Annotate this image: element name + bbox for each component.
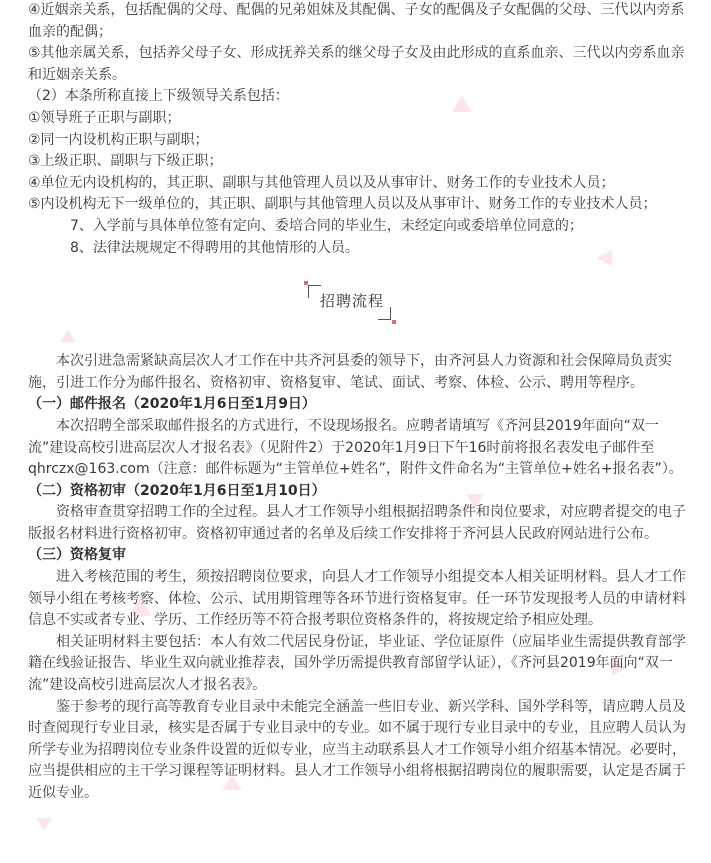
text-line: ②同一内设机构正职与副职； (28, 131, 209, 148)
text-line: 7、入学前与具体单位签有定向、委培合同的毕业生，未经定向或委培单位同意的； (70, 217, 583, 234)
title-decor-dot (392, 320, 396, 324)
text-line: ⑤其他亲属关系，包括养父母子女、形成抚养关系的继父母子女及由此形成的直系血亲、三代以内旁系血亲和近姻亲关系。 (28, 45, 685, 83)
text-line: 8、法律法规规定不得聘用的其他情形的人员。 (70, 239, 359, 256)
step1-heading: （一）邮件报名（2020年1月6日至1月9日） (28, 396, 316, 413)
article-body (28, 0, 688, 805)
section-title-block (28, 277, 688, 337)
step3-para3: 鉴于参考的现行高等教育专业目录中未能完全涵盖一些旧专业、新兴学科、国外学科等，请应聘人员及时查阅现行专业目录，核实是否属于专业目录中的专业。如不属于现行专业目录中的专业，且应聘人员认为所学专业为招聘岗位专业条件设置的近似专业，应当主动联系县人才工作领导小组介绍基本情况。必要时，应当提供相应的主干学习课程等证明材料。县人才工作领导小组将根据招聘岗位的履职需要，认定是否属于近似专业。 (28, 698, 686, 801)
decor-triangle (36, 818, 52, 830)
step3-heading: （三）资格复审 (28, 547, 126, 564)
step2-heading: （二）资格初审（2020年1月6日至1月10日） (28, 482, 326, 499)
text-line: ①领导班子正职与副职； (28, 109, 181, 126)
step3-para1: 进入考核范围的考生，须按招聘岗位要求，向县人才工作领导小组提交本人相关证明材料。县人才工作领导小组在考核考察、体检、公示、试用期管理等各环节进行资格复审。任一环节发现报考人员的申请材料信息不实或者专业、学历、工作经历等不符合报考职位资格条件的，将按规定给予相应处理。 (28, 569, 686, 629)
text-line: ④单位无内设机构的，其正职、副职与其他管理人员以及从事审计、财务工作的专业技术人员； (28, 174, 615, 191)
step2-body: 资格审查贯穿招聘工作的全过程。县人才工作领导小组根据招聘条件和岗位要求，对应聘者提交的电子版报名材料进行资格初审。资格初审通过者的名单及后续工作安排将于齐河县人民政府网站进行公布。 (28, 504, 686, 542)
intro-paragraph: 本次引进急需紧缺高层次人才工作在中共齐河县委的领导下，由齐河县人力资源和社会保障局负责实施，引进工作分为邮件报名、资格初审、资格复审、笔试、面试、考察、体检、公示、聘用等程序。 (28, 353, 672, 391)
text-line: ④近姻亲关系，包括配偶的父母、配偶的兄弟姐妹及其配偶、子女的配偶及子女配偶的父母、三代以内旁系血亲的配偶； (28, 2, 685, 40)
title-bracket-bottom-right (378, 307, 391, 320)
text-line: ⑤内设机构无下一级单位的，其正职、副职与其他管理人员以及从事审计、财务工作的专业技术人员； (28, 196, 657, 213)
text-line: （2）本条所称直接上下级领导关系包括： (28, 88, 289, 105)
step3-para2: 相关证明材料主要包括：本人有效二代居民身份证，毕业证、学位证原件（应届毕业生需提供教育部学籍在线验证报告、毕业生双向就业推荐表，国外学历需提供教育部留学认证），《齐河县2019年面向“双一流”建设高校引进高层次人才报名表》。 (28, 633, 686, 694)
text-line: ③上级正职、副职与下级正职； (28, 153, 223, 170)
step1-body: 本次招聘全部采取邮件报名的方式进行，不设现场报名。应聘者请填写《齐河县2019年面向“双一流”建设高校引进高层次人才报名表》（见附件2）于2020年1月9日下午16时前将报名表发电子邮件至qhrczx@163.com（注意：邮件标题为“主管单位+姓名”，附件文件命名为“主管单位+姓名+报名表”）。 (28, 417, 683, 478)
section-title: 招聘流程 (320, 292, 385, 311)
